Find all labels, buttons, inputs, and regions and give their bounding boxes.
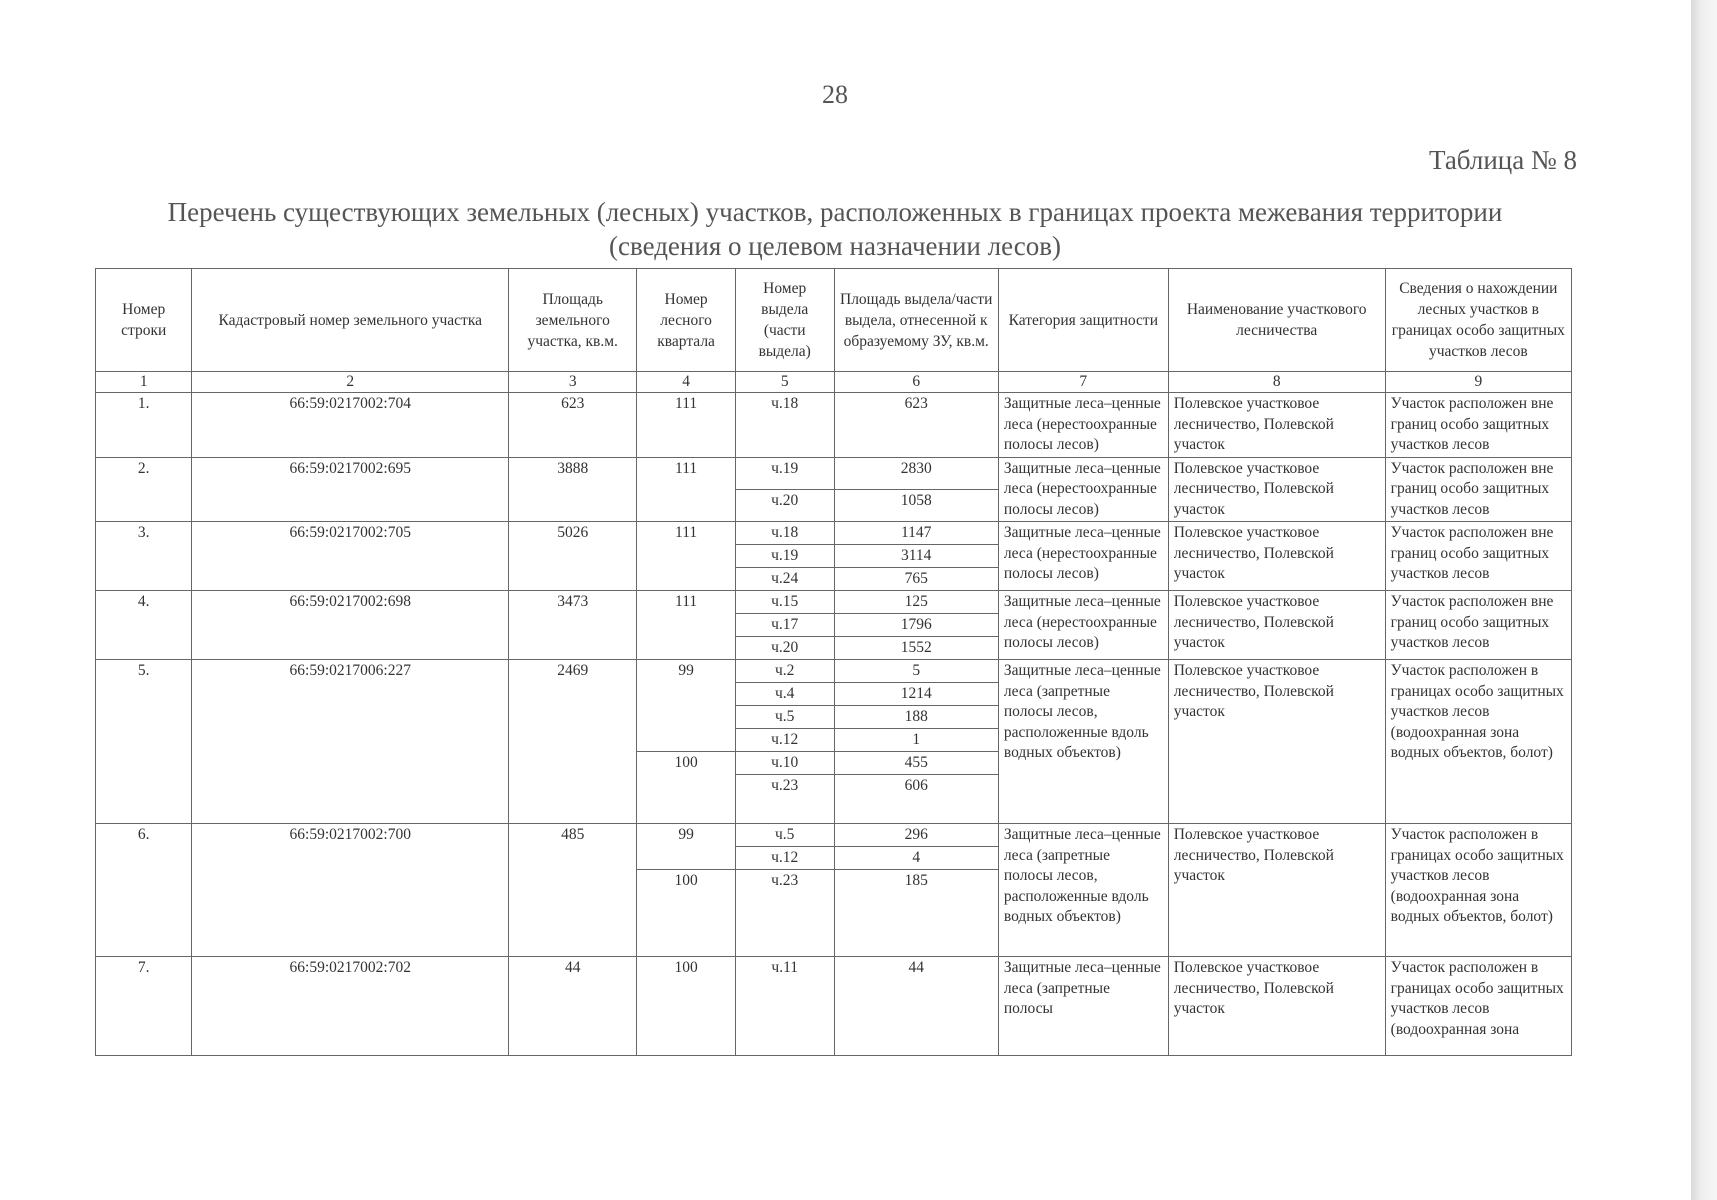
vydel-area: 1552 [834, 637, 998, 660]
plot-area: 3888 [509, 457, 637, 522]
protected-area-status: Участок расположен в границах особо защитных участков лесов (водоохранная зона водных объектов, болот) [1385, 824, 1571, 957]
vydel-area: 44 [834, 957, 998, 1056]
forest-quarter: 100 [637, 752, 736, 824]
column-number: 3 [509, 372, 637, 393]
header-cell: Сведения о нахождении лесных участков в границах особо защитных участков лесов [1385, 269, 1571, 372]
protection-category: Защитные леса–ценные леса (запретные полосы лесов, расположенные вдоль водных объектов) [998, 824, 1168, 957]
forestry-name: Полевское участковое лесничество, Полевской участок [1168, 591, 1385, 660]
header-cell: Площадь земельного участка, кв.м. [509, 269, 637, 372]
header-cell: Номер строки [96, 269, 192, 372]
vydel-area: 2830 [834, 457, 998, 489]
forest-plots-table [95, 268, 1572, 1056]
header-cell: Наименование участкового лесничества [1168, 269, 1385, 372]
forest-quarter: 111 [637, 393, 736, 458]
forestry-name: Полевское участковое лесничество, Полевской участок [1168, 393, 1385, 458]
vydel-number: ч.20 [735, 489, 834, 521]
vydel-area: 1147 [834, 522, 998, 545]
vydel-area: 1796 [834, 614, 998, 637]
plot-area: 623 [509, 393, 637, 458]
title-line-2: (сведения о целевом назначении лесов) [609, 231, 1061, 261]
vydel-number: ч.11 [735, 957, 834, 1056]
column-number: 7 [998, 372, 1168, 393]
table-row [96, 591, 1572, 614]
vydel-number: ч.23 [735, 870, 834, 957]
vydel-number: ч.15 [735, 591, 834, 614]
vydel-number: ч.10 [735, 752, 834, 775]
header-cell: Кадастровый номер земельного участка [192, 269, 509, 372]
header-cell: Категория защитности [998, 269, 1168, 372]
forest-quarter: 99 [637, 824, 736, 870]
row-number: 3. [96, 522, 192, 591]
protection-category: Защитные леса–ценные леса (запретные полосы [998, 957, 1168, 1056]
row-number: 2. [96, 457, 192, 522]
vydel-number: ч.18 [735, 522, 834, 545]
vydel-number: ч.4 [735, 683, 834, 706]
column-number: 6 [834, 372, 998, 393]
cadastral-number: 66:59:0217006:227 [192, 660, 509, 824]
vydel-area: 185 [834, 870, 998, 957]
vydel-area: 188 [834, 706, 998, 729]
vydel-area: 623 [834, 393, 998, 458]
vydel-area: 765 [834, 568, 998, 591]
vydel-number: ч.19 [735, 457, 834, 489]
vydel-area: 296 [834, 824, 998, 847]
plot-area: 5026 [509, 522, 637, 591]
header-cell: Номер лесного квартала [637, 269, 736, 372]
header-row [96, 269, 1572, 372]
header-cell: Площадь выдела/части выдела, отнесенной к образуемому ЗУ, кв.м. [834, 269, 998, 372]
vydel-number: ч.18 [735, 393, 834, 458]
column-number-row [96, 372, 1572, 393]
forest-quarter: 99 [637, 660, 736, 752]
vydel-number: ч.24 [735, 568, 834, 591]
column-number: 9 [1385, 372, 1571, 393]
table-label: Таблица № 8 [1429, 145, 1577, 175]
cadastral-number: 66:59:0217002:698 [192, 591, 509, 660]
table-row [96, 824, 1572, 847]
vydel-area: 1 [834, 729, 998, 752]
cadastral-number: 66:59:0217002:702 [192, 957, 509, 1056]
plot-area: 2469 [509, 660, 637, 824]
table-row [96, 457, 1572, 489]
plot-area: 3473 [509, 591, 637, 660]
vydel-area: 3114 [834, 545, 998, 568]
cadastral-number: 66:59:0217002:700 [192, 824, 509, 957]
table-row [96, 660, 1572, 683]
column-number: 5 [735, 372, 834, 393]
protected-area-status: Участок расположен вне границ особо защитных участков лесов [1385, 457, 1571, 522]
table-row [96, 957, 1572, 1056]
column-number: 2 [192, 372, 509, 393]
vydel-number: ч.12 [735, 729, 834, 752]
forest-quarter: 100 [637, 957, 736, 1056]
protected-area-status: Участок расположен в границах особо защитных участков лесов (водоохранная зона водных объектов, болот) [1385, 660, 1571, 824]
forest-quarter: 100 [637, 870, 736, 957]
forestry-name: Полевское участковое лесничество, Полевской участок [1168, 824, 1385, 957]
vydel-number: ч.5 [735, 706, 834, 729]
protected-area-status: Участок расположен вне границ особо защитных участков лесов [1385, 522, 1571, 591]
vydel-area: 5 [834, 660, 998, 683]
vydel-number: ч.2 [735, 660, 834, 683]
forest-quarter: 111 [637, 457, 736, 522]
cadastral-number: 66:59:0217002:705 [192, 522, 509, 591]
page-number: 28 [822, 80, 848, 109]
forest-quarter: 111 [637, 522, 736, 591]
vydel-number: ч.20 [735, 637, 834, 660]
document-title [100, 195, 1570, 263]
protection-category: Защитные леса–ценные леса (нерестоохранные полосы лесов) [998, 393, 1168, 458]
scan-edge [1691, 0, 1717, 1200]
protected-area-status: Участок расположен вне границ особо защитных участков лесов [1385, 393, 1571, 458]
row-number: 7. [96, 957, 192, 1056]
protected-area-status: Участок расположен в границах особо защитных участков лесов (водоохранная зона [1385, 957, 1571, 1056]
protection-category: Защитные леса–ценные леса (нерестоохранные полосы лесов) [998, 522, 1168, 591]
forestry-name: Полевское участковое лесничество, Полевской участок [1168, 957, 1385, 1056]
cadastral-number: 66:59:0217002:695 [192, 457, 509, 522]
vydel-area: 1058 [834, 489, 998, 521]
protected-area-status: Участок расположен вне границ особо защитных участков лесов [1385, 591, 1571, 660]
cadastral-number: 66:59:0217002:704 [192, 393, 509, 458]
column-number: 1 [96, 372, 192, 393]
vydel-area: 125 [834, 591, 998, 614]
plot-area: 44 [509, 957, 637, 1056]
title-line-1: Перечень существующих земельных (лесных) участков, расположенных в границах проекта межевания территории [167, 197, 1503, 227]
vydel-area: 455 [834, 752, 998, 775]
vydel-area: 1214 [834, 683, 998, 706]
vydel-number: ч.23 [735, 775, 834, 824]
forestry-name: Полевское участковое лесничество, Полевской участок [1168, 457, 1385, 522]
forest-quarter: 111 [637, 591, 736, 660]
vydel-number: ч.19 [735, 545, 834, 568]
table-row [96, 393, 1572, 458]
column-number: 8 [1168, 372, 1385, 393]
vydel-number: ч.12 [735, 847, 834, 870]
forestry-name: Полевское участковое лесничество, Полевской участок [1168, 660, 1385, 824]
protection-category: Защитные леса–ценные леса (запретные полосы лесов, расположенные вдоль водных объектов) [998, 660, 1168, 824]
row-number: 6. [96, 824, 192, 957]
vydel-number: ч.17 [735, 614, 834, 637]
header-cell: Номер выдела (части выдела) [735, 269, 834, 372]
column-number: 4 [637, 372, 736, 393]
forestry-name: Полевское участковое лесничество, Полевской участок [1168, 522, 1385, 591]
table-row [96, 522, 1572, 545]
plot-area: 485 [509, 824, 637, 957]
row-number: 1. [96, 393, 192, 458]
vydel-number: ч.5 [735, 824, 834, 847]
protection-category: Защитные леса–ценные леса (нерестоохранные полосы лесов) [998, 457, 1168, 522]
vydel-area: 606 [834, 775, 998, 824]
row-number: 5. [96, 660, 192, 824]
vydel-area: 4 [834, 847, 998, 870]
row-number: 4. [96, 591, 192, 660]
protection-category: Защитные леса–ценные леса (нерестоохранные полосы лесов) [998, 591, 1168, 660]
